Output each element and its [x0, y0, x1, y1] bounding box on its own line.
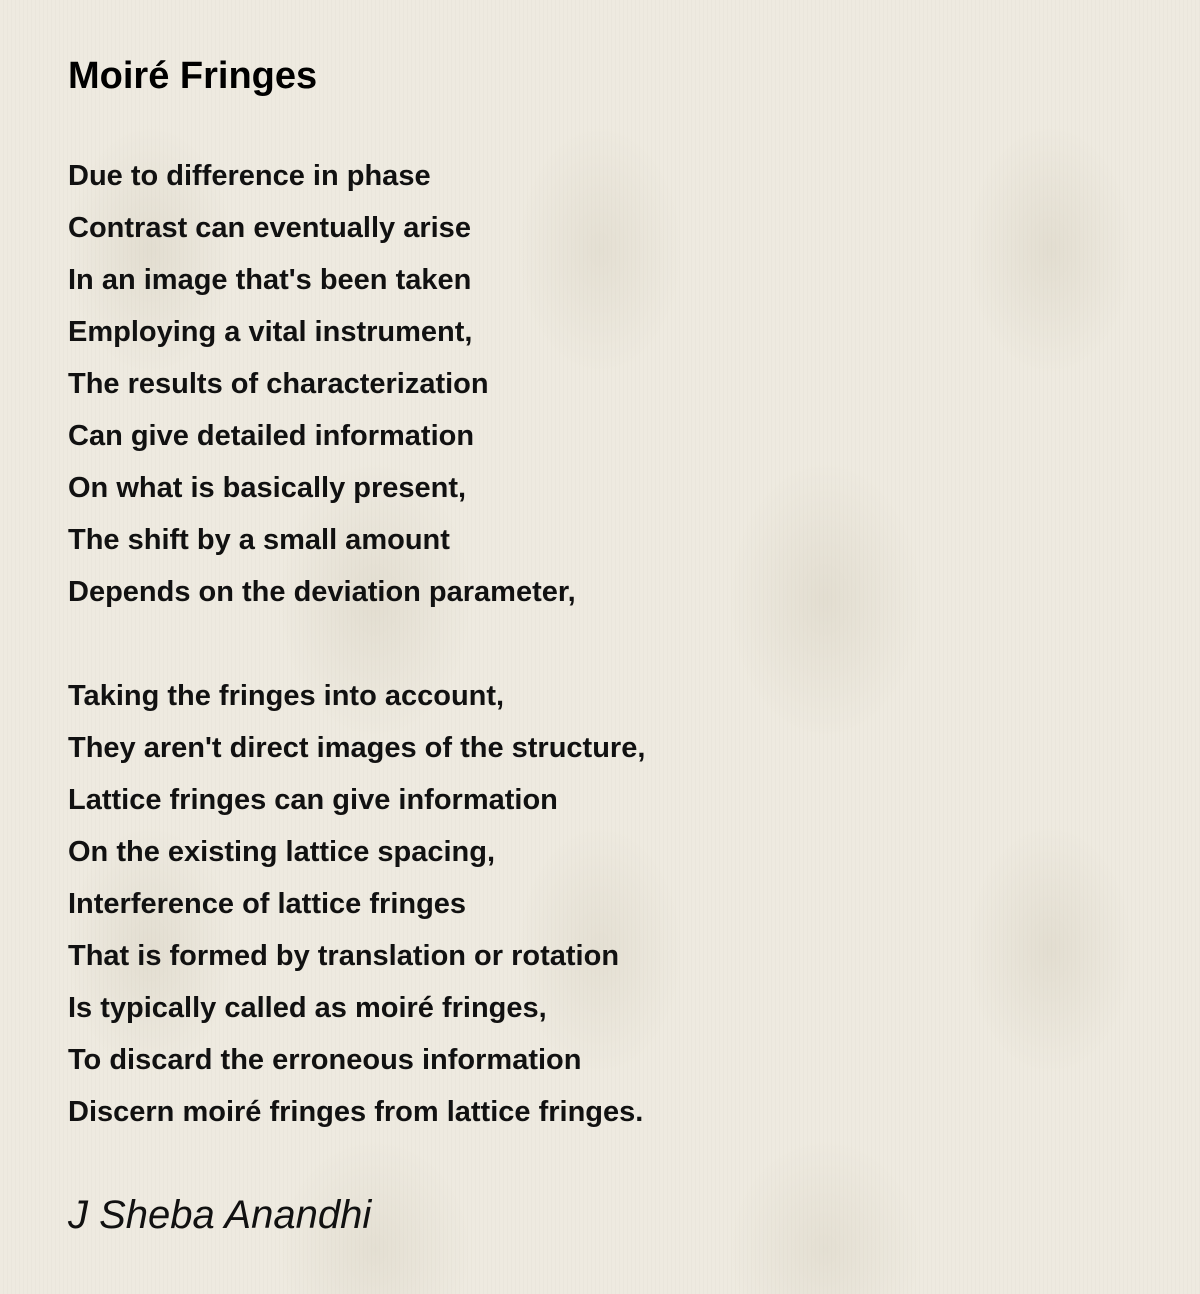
stanza-2: [68, 670, 1148, 1138]
poem-line: On the existing lattice spacing,: [68, 836, 496, 868]
poem-line: That is formed by translation or rotation: [68, 940, 620, 972]
poem-line: To discard the erroneous information: [68, 1044, 582, 1076]
poem-line: On what is basically present,: [68, 472, 467, 504]
poem-line: Interference of lattice fringes: [68, 888, 467, 920]
poem-title: Moiré Fringes: [68, 55, 318, 97]
poem-line: Is typically called as moiré fringes,: [68, 992, 547, 1024]
poem-line: They aren't direct images of the structure,: [68, 732, 646, 764]
poem-line: Discern moiré fringes from lattice fringes.: [68, 1096, 644, 1128]
stanza-1: [68, 150, 1148, 618]
poem-line: The shift by a small amount: [68, 524, 450, 556]
poem-line: Due to difference in phase: [68, 160, 431, 192]
poem-line: Employing a vital instrument,: [68, 316, 473, 348]
poem-line: In an image that's been taken: [68, 264, 472, 296]
poem-container: [68, 52, 1148, 1240]
poem-line: The results of characterization: [68, 368, 489, 400]
poem-line: Can give detailed information: [68, 420, 475, 452]
poem-line: Taking the fringes into account,: [68, 680, 505, 712]
poem-line: Contrast can eventually arise: [68, 212, 471, 244]
poem-line: Depends on the deviation parameter,: [68, 576, 576, 608]
poem-author: J Sheba Anandhi: [68, 1193, 372, 1237]
poem-line: Lattice fringes can give information: [68, 784, 558, 816]
